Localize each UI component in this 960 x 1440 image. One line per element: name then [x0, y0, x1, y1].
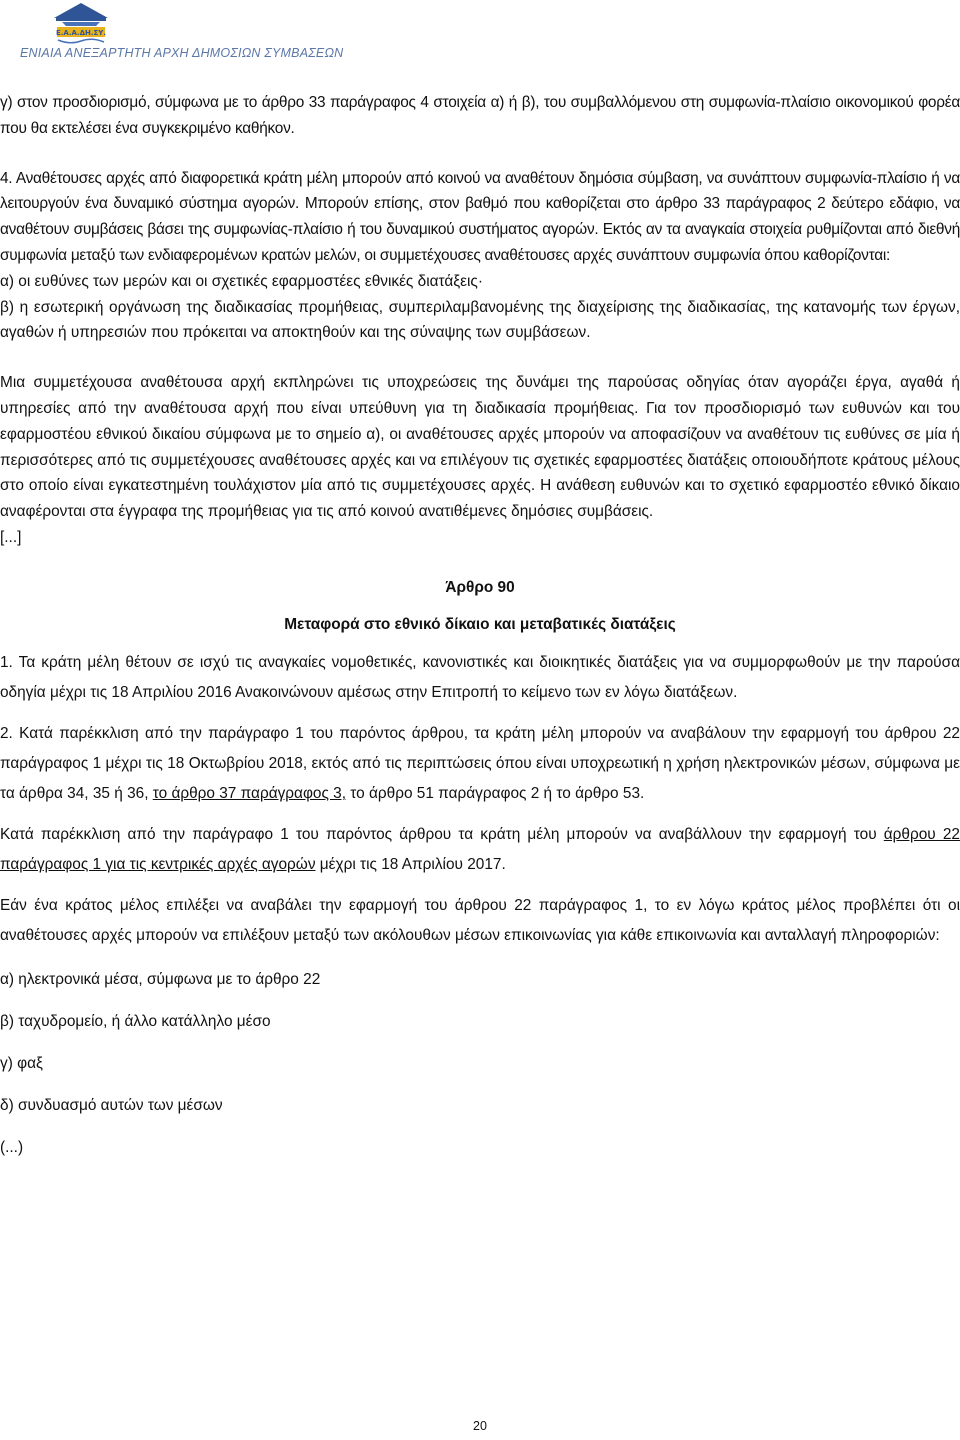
underlined-reference: το άρθρο 37 παράγραφος 3,	[152, 785, 347, 803]
paragraph-text: μέχρι τις 18 Απριλίου 2017.	[315, 856, 506, 874]
list-item: β) ταχυδρομείο, ή άλλο κατάλληλο μέσο	[0, 1013, 271, 1031]
document-body	[0, 90, 960, 1410]
header-title: ΕΝΙΑΙΑ ΑΝΕΞΑΡΤΗΤΗ ΑΡΧΗ ΔΗΜΟΣΙΩΝ ΣΥΜΒΑΣΕΩΝ	[20, 46, 344, 60]
paragraph: β) η εσωτερική οργάνωση της διαδικασίας προμήθειας, συμπεριλαμβανομένης της διαχείρισης της διαδικασίας, της κατανομής των έργων, αγαθών ή υπηρεσιών που πρόκειται να αποκτηθούν και της σύναψης των συμβάσεων.	[0, 298, 960, 342]
paragraph-text: Μπορούν επίσης, στον βαθμό που καθορίζεται στο άρθρο 33 παράγραφος 2 δεύτερο εδάφιο, να αναθέτουν συμβάσεις βάσει της συμφωνίας-πλαίσιο ή του δυναμικού συστήματος αγορών. Εκτός αν τα αναγκαία στοιχεία ρυθμίζονται από διεθνή συμφωνία μεταξύ των ενδιαφερομένων κρατών μελών, οι συμμετέχουσες αναθέτουσες αρχές συνάπτουν συμφωνία όπου καθορίζονται:	[0, 195, 960, 264]
paragraph-text: 4. Αναθέτουσες αρχές από διαφορετικά κράτη μέλη μπορούν από κοινού να αναθέτουν δημόσια σύμβαση, να συνάπτουν συμφωνία-πλαίσιο ή να λειτουργούν ένα δυναμικό σύστημα αγορών.	[0, 169, 960, 213]
article-title: Άρθρο 90	[445, 578, 515, 596]
underlined-reference: άρθρου 22 παράγραφος 1 για τις κεντρικές αρχές αγορών	[0, 826, 960, 874]
paragraph-text: το άρθρο 51 παράγραφος 2 ή το άρθρο 53.	[346, 785, 645, 803]
paragraph: Μια συμμετέχουσα αναθέτουσα αρχή εκπληρώνει τις υποχρεώσεις της δυνάμει της παρούσας οδηγίας όταν αγοράζει έργα, αγαθά ή υπηρεσίες από την αναθέτουσα αρχή που είναι υπεύθυνη για τη διαδικασία προμήθειας. Για τον προσδιορισμό των ευθυνών και του εφαρμοστέου εθνικού δικαίου σύμφωνα με το σημείο α), οι αναθέτουσες αρχές μπορούν να αποφασίζουν να αναθέτουν τις ευθύνες σε μία ή περισσότερες από τις συμμετέχουσες αναθέτουσες αρχές και να επιλέγουν τις σχετικές εφαρμοστέες διατάξεις οποιουδήποτε κράτους μέλους στο οποίο είναι εγκατεστημένη τουλάχιστον μία από τις συμμετέχουσες αρχές. Η ανάθεση ευθυνών και το σχετικό εφαρμοστέο εθνικό δίκαιο αναφέρονται στα έγγραφα της προμήθειας για τις από κοινού ανατιθέμενες δημόσιες συμβάσεις.	[0, 374, 960, 521]
page-number: 20	[473, 1419, 487, 1433]
paragraph: 1. Τα κράτη μέλη θέτουν σε ισχύ τις αναγκαίες νομοθετικές, κανονιστικές και διοικητικές διατάξεις για να συμμορφωθούν με την παρούσα οδηγία μέχρι τις 18 Απριλίου 2016 Ανακοινώνουν αμέσως στην Επιτροπή το κείμενο των εν λόγω διατάξεων.	[0, 654, 960, 702]
paragraph: α) οι ευθύνες των μερών και οι σχετικές εφαρμοστέες εθνικές διατάξεις·	[0, 272, 483, 290]
eaadhsy-logo-icon	[52, 0, 110, 46]
paragraph-text: Κατά παρέκκλιση από την παράγραφο 1 του παρόντος άρθρου τα κράτη μέλη μπορούν να αναβάλλουν την εφαρμογή του	[0, 826, 884, 844]
paragraph	[0, 719, 960, 809]
paragraph: [...]	[0, 528, 22, 546]
paragraph: γ) στον προσδιορισμό, σύμφωνα με το άρθρο 33 παράγραφος 4 στοιχεία α) ή β), του συμβαλλόμενου στη συμφωνία-πλαίσιο οικονομικού φορέα που θα εκτελέσει ένα συγκεκριμένο καθήκον.	[0, 94, 960, 137]
article-subtitle: Μεταφορά στο εθνικό δίκαιο και μεταβατικές διατάξεις	[284, 615, 676, 633]
paragraph: Εάν ένα κράτος μέλος επιλέξει να αναβάλει την εφαρμογή του άρθρου 22 παράγραφος 1, το εν λόγω κράτος μέλος προβλέπει ότι οι αναθέτουσες αρχές μπορούν να επιλέξουν μεταξύ των ακόλουθων μέσων επικοινωνίας για κάθε επικοινωνία και ανταλλαγή πληροφοριών:	[0, 897, 960, 945]
page-header	[20, 0, 940, 70]
list-item: γ) φαξ	[0, 1054, 43, 1072]
logo-text: Ε.Α.Α.ΔΗ.ΣΥ.	[55, 29, 107, 37]
paragraph-text: 2. Κατά παρέκκλιση από την παράγραφο 1 του παρόντος άρθρου, τα κράτη μέλη μπορούν να αναβάλουν την εφαρμογή του άρθρου 22 παράγραφος 1 μέχρι τις 18 Οκτωβρίου 2018, εκτός από τις περιπτώσεις όπου είναι υποχρεωτική η χρήση ηλεκτρονικών μέσων, σύμφωνα με τα άρθρα 34, 35 ή 36,	[0, 725, 960, 803]
list-item: α) ηλεκτρονικά μέσα, σύμφωνα με το άρθρο 22	[0, 971, 321, 989]
paragraph	[0, 820, 960, 880]
paragraph	[0, 166, 960, 269]
list-item: δ) συνδυασμό αυτών των μέσων	[0, 1096, 223, 1114]
paragraph: (...)	[0, 1138, 24, 1156]
